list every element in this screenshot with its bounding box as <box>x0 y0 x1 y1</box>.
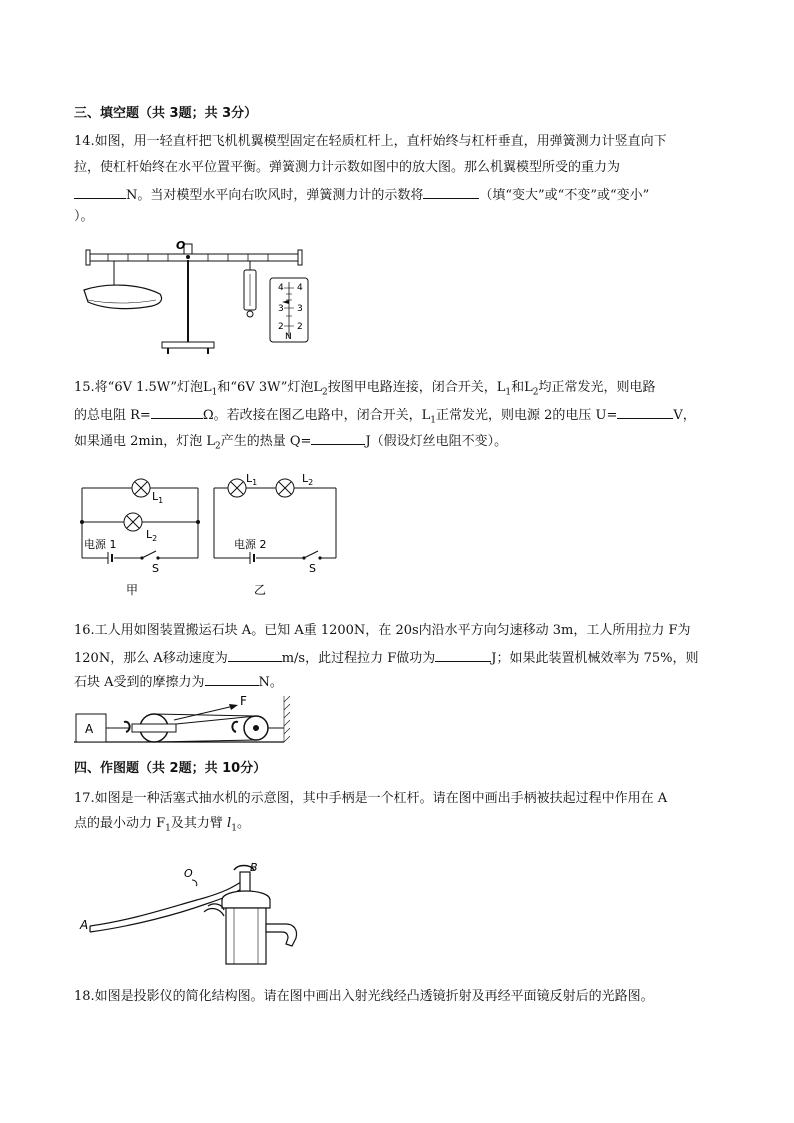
sub-2c: 2 <box>215 441 221 452</box>
q15-text-2b: Ω。若改接在图乙电路中，闭合开关，L <box>202 408 431 423</box>
yi-source-label: 电源 2 <box>234 538 267 551</box>
q16-text-2b: m/s，此过程拉力 F做功为 <box>281 651 436 666</box>
circuit-yi <box>214 479 336 564</box>
force-arrow-f <box>174 706 234 720</box>
scale-mark-4b: 4 <box>297 283 303 293</box>
q14-line-1: 14.如图，用一轻直杆把飞机机翼模型固定在轻质杠杆上，直杆始终与杠杆垂直，用弹簧测力计竖直向下 <box>74 134 667 149</box>
q15-text-1e: 均正常发光，则电路 <box>538 380 656 395</box>
sub-1b: 1 <box>505 387 512 398</box>
q16-blank-speed[interactable] <box>228 648 282 662</box>
q16-text-2a: 120N，那么 A移动速度为 <box>74 651 228 666</box>
q14-blank-weight[interactable] <box>74 185 126 199</box>
jia-source-label: 电源 1 <box>84 538 117 551</box>
q15-text-1a: 15.将“6V 1.5W”灯泡L <box>74 380 212 395</box>
q14-text-3a: N。当对模型水平向右吹风时，弹簧测力计的示数将 <box>126 188 424 203</box>
jia-caption: 甲 <box>126 583 139 597</box>
pump-handle <box>90 880 244 926</box>
circuit-jia <box>82 479 198 564</box>
q15-text-1b: 和“6V 3W”灯泡L <box>217 380 322 395</box>
yi-switch-label: S <box>309 562 316 575</box>
sub-1c: 1 <box>430 415 436 426</box>
sub-1a: 1 <box>211 387 218 398</box>
q17-pump-figure <box>74 858 314 968</box>
pump-spout <box>266 924 297 946</box>
jia-l1-label: $L_1$ <box>152 490 164 505</box>
q17-text-2b: 及其力臂 <box>170 816 223 831</box>
jia-switch-label: S <box>152 562 159 575</box>
q17-text-end: 。 <box>236 816 250 831</box>
yi-l2-label: $L_2$ <box>302 472 314 487</box>
sub-2b: 2 <box>532 387 539 398</box>
scale-mark-3: 3 <box>278 304 284 314</box>
scale-mark-3b: 3 <box>297 304 303 314</box>
q14-text-3b: （填“变大”或“不变”或“变小” <box>479 188 650 203</box>
scale-mark-2b: 2 <box>297 322 303 332</box>
q14-lever-figure <box>78 238 318 360</box>
q15-blank-resistance[interactable] <box>151 405 203 419</box>
q15-blank-heat[interactable] <box>311 431 365 445</box>
sub-2a: 2 <box>322 387 328 398</box>
q15-text-2c: 正常发光，则电源 2的电压 U= <box>435 408 618 423</box>
q16-line-3 <box>74 672 283 692</box>
q17-text-2a: 点的最小动力 F <box>74 816 166 831</box>
jia-l2-label: $L_2$ <box>146 528 158 543</box>
scale-mark-4: 4 <box>278 283 284 293</box>
q17-sub-f1: 1 <box>165 823 171 834</box>
q16-blank-friction[interactable] <box>205 672 259 686</box>
yi-caption: 乙 <box>254 583 267 597</box>
q15-text-1c: 按图甲电路连接，闭合开关，L <box>327 380 506 395</box>
q16-pulley-figure <box>74 692 294 748</box>
q15-line-2 <box>74 405 696 430</box>
scale-unit: N <box>285 332 292 342</box>
q15-text-2d: V， <box>673 408 696 423</box>
q15-text-1d: 和L <box>511 380 533 395</box>
q16-text-3a: 石块 A受到的摩擦力为 <box>74 675 205 690</box>
section-3-title: 三、填空题（共 3题；共 3分） <box>74 106 258 121</box>
yi-l1-label: $L_1$ <box>246 472 258 487</box>
q14-line-2: 拉，使杠杆始终在水平位置平衡。弹簧测力计示数如图中的放大图。那么机翼模型所受的重力为 <box>74 160 621 175</box>
q14-blank-reading[interactable] <box>423 185 479 199</box>
scale-mark-2: 2 <box>278 322 284 332</box>
force-label-f: F <box>240 694 247 708</box>
q18-line-1: 18.如图是投影仪的简化结构图。请在图中画出入射光线经凸透镜折射及再经平面镜反射后的光路图。 <box>74 989 654 1004</box>
stand-base <box>162 342 214 348</box>
q15-blank-voltage[interactable] <box>617 405 673 419</box>
q17-arm-sub: 1 <box>231 823 237 834</box>
q17-line-1: 17.如图是一种活塞式抽水机的示意图，其中手柄是一个杠杆。请在图中画出手柄被扶起过程中作用在 A <box>74 791 668 806</box>
q14-line-3 <box>74 185 649 205</box>
q17-line-2 <box>74 815 250 838</box>
q15-circuit-figure <box>76 468 344 604</box>
wing-model <box>84 285 162 309</box>
q15-text-3b: 产生的热量 Q= <box>220 434 312 449</box>
section-4-title: 四、作图题（共 2题；共 10分） <box>74 761 267 776</box>
q15-line-3 <box>74 431 507 456</box>
q17-arm-symbol: l <box>227 816 232 831</box>
q15-text-3a: 如果通电 2min，灯泡 L <box>74 434 216 449</box>
pivot-label-o: O <box>176 239 186 252</box>
pump-label-o: O <box>184 867 193 880</box>
q16-text-3b: N。 <box>258 675 283 690</box>
q14-line-4: ）。 <box>74 209 94 224</box>
q16-line-1: 16.工人用如图装置搬运石块 A。已知 A重 1200N，在 20s内沿水平方向匀速移动 3m，工人所用拉力 F为 <box>74 623 691 638</box>
q16-text-2c: J；如果此装置机械效率为 75%，则 <box>491 651 699 666</box>
q15-line-1 <box>74 379 656 402</box>
pump-label-a: A <box>80 918 89 932</box>
q16-blank-work[interactable] <box>435 648 491 662</box>
q15-text-2a: 的总电阻 R= <box>74 408 151 423</box>
block-label-a: A <box>85 722 94 736</box>
q16-line-2 <box>74 648 699 668</box>
pump-cylinder <box>222 891 270 908</box>
q15-text-3c: J（假设灯丝电阻不变）。 <box>365 434 508 449</box>
pump-label-b: B <box>250 861 258 874</box>
